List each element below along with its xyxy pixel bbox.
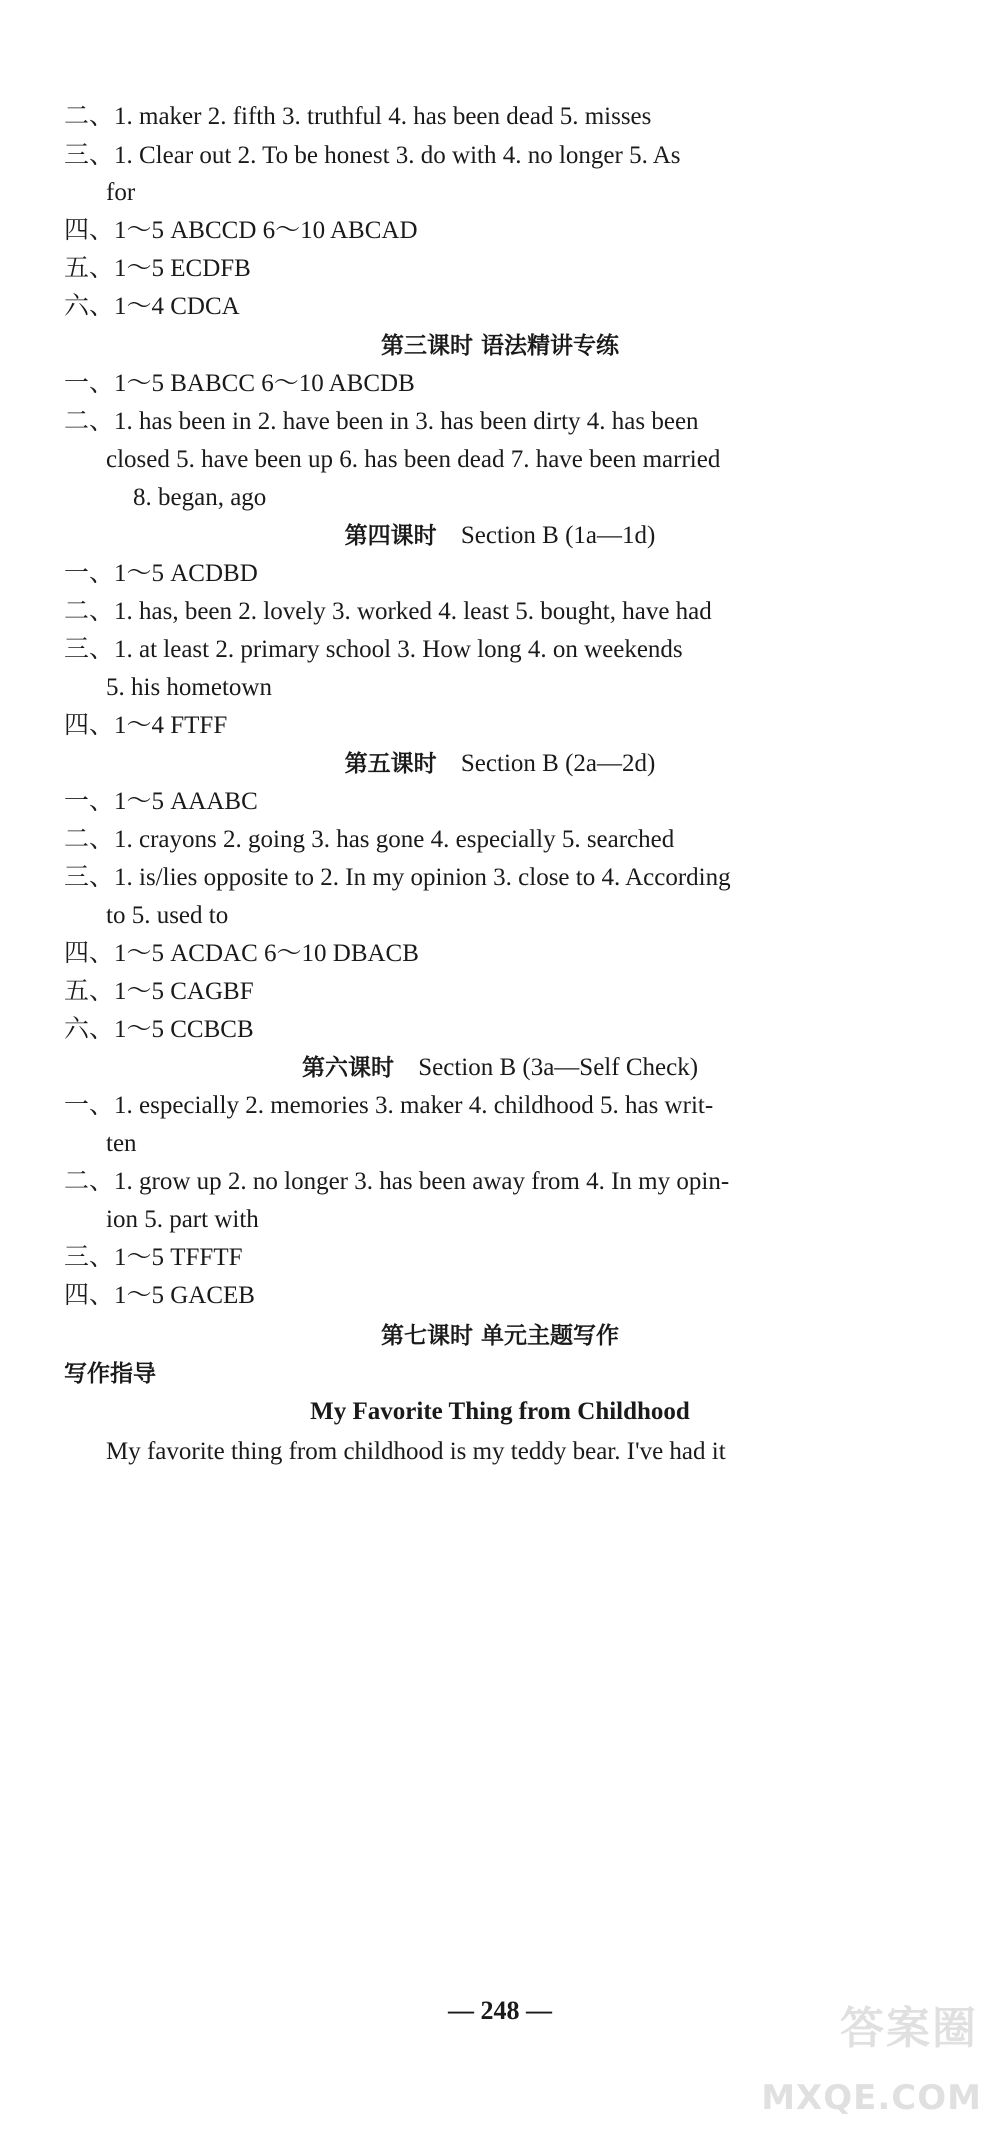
answer-line: 四、1～4 FTFF	[64, 712, 228, 739]
answer-line: 二、1. has been in 2. have been in 3. has been dirty 4. has been	[64, 408, 699, 435]
answer-line: 四、1～5 ABCCD 6～10 ABCAD	[64, 217, 418, 244]
section-heading	[0, 1049, 1000, 1087]
watermark-top: 答案圈	[840, 2003, 978, 2054]
essay-text: My favorite thing from childhood is my teddy bear. I've had it	[106, 1438, 726, 1465]
section-heading-cn: 第四课时	[344, 523, 437, 549]
answer-line-continuation: 8. began, ago	[133, 484, 267, 511]
answer-line-continuation: 5. his hometown	[106, 674, 272, 701]
watermark-logo	[748, 1992, 988, 2122]
answer-line: 一、1. especially 2. memories 3. maker 4. childhood 5. has writ-	[64, 1092, 714, 1119]
essay-title: My Favorite Thing from Childhood	[310, 1398, 690, 1425]
answer-line: 六、1～5 CCBCB	[64, 1016, 254, 1043]
answer-line: 二、1. maker 2. fifth 3. truthful 4. has been dead 5. misses	[64, 103, 652, 130]
answer-line-continuation: for	[106, 179, 136, 206]
answer-line: 五、1～5 CAGBF	[64, 978, 254, 1005]
section-heading-cn: 第六课时	[301, 1055, 394, 1081]
section-heading-cn: 第三课时 语法精讲专练	[380, 333, 619, 359]
section-heading-en: Section B (2a—2d)	[460, 750, 656, 777]
answer-line: 三、1. Clear out 2. To be honest 3. do with 4. no longer 5. As	[64, 142, 681, 169]
page-number: — 248 —	[448, 1996, 552, 2025]
answer-line: 四、1～5 GACEB	[64, 1282, 255, 1309]
answer-line: 一、1～5 BABCC 6～10 ABCDB	[64, 370, 415, 397]
section-heading	[0, 1317, 1000, 1355]
writing-guide-label	[64, 1355, 884, 1393]
answer-line-continuation: to 5. used to	[106, 902, 229, 929]
section-heading-cn: 第五课时	[344, 751, 437, 777]
answer-line: 五、1～5 ECDFB	[64, 255, 251, 282]
section-heading	[0, 745, 1000, 783]
answer-line: 一、1～5 ACDBD	[64, 560, 258, 587]
answer-line-continuation: closed 5. have been up 6. has been dead 7. have been married	[106, 446, 721, 473]
section-heading-en: Section B (3a—Self Check)	[418, 1054, 699, 1081]
answer-line: 二、1. has, been 2. lovely 3. worked 4. least 5. bought, have had	[64, 598, 712, 625]
writing-guide-text: 写作指导	[64, 1361, 156, 1387]
answer-line-continuation: ion 5. part with	[106, 1206, 259, 1233]
section-heading	[0, 517, 1000, 555]
answer-line-continuation: ten	[106, 1130, 137, 1157]
answer-line: 二、1. grow up 2. no longer 3. has been away from 4. In my opin-	[64, 1168, 730, 1195]
answer-line: 四、1～5 ACDAC 6～10 DBACB	[64, 940, 419, 967]
answer-line: 三、1～5 TFFTF	[64, 1244, 243, 1271]
answer-line: 三、1. at least 2. primary school 3. How long 4. on weekends	[64, 636, 683, 663]
answer-line: 三、1. is/lies opposite to 2. In my opinion 3. close to 4. According	[64, 864, 731, 891]
section-heading	[0, 327, 1000, 365]
answer-line: 二、1. crayons 2. going 3. has gone 4. especially 5. searched	[64, 826, 675, 853]
watermark-bottom: MXQE.COM	[761, 2078, 982, 2118]
answer-line: 六、1～4 CDCA	[64, 293, 240, 320]
answer-line: 一、1～5 AAABC	[64, 788, 258, 815]
section-heading-en: Section B (1a—1d)	[460, 522, 656, 549]
section-heading-cn: 第七课时 单元主题写作	[380, 1323, 619, 1349]
